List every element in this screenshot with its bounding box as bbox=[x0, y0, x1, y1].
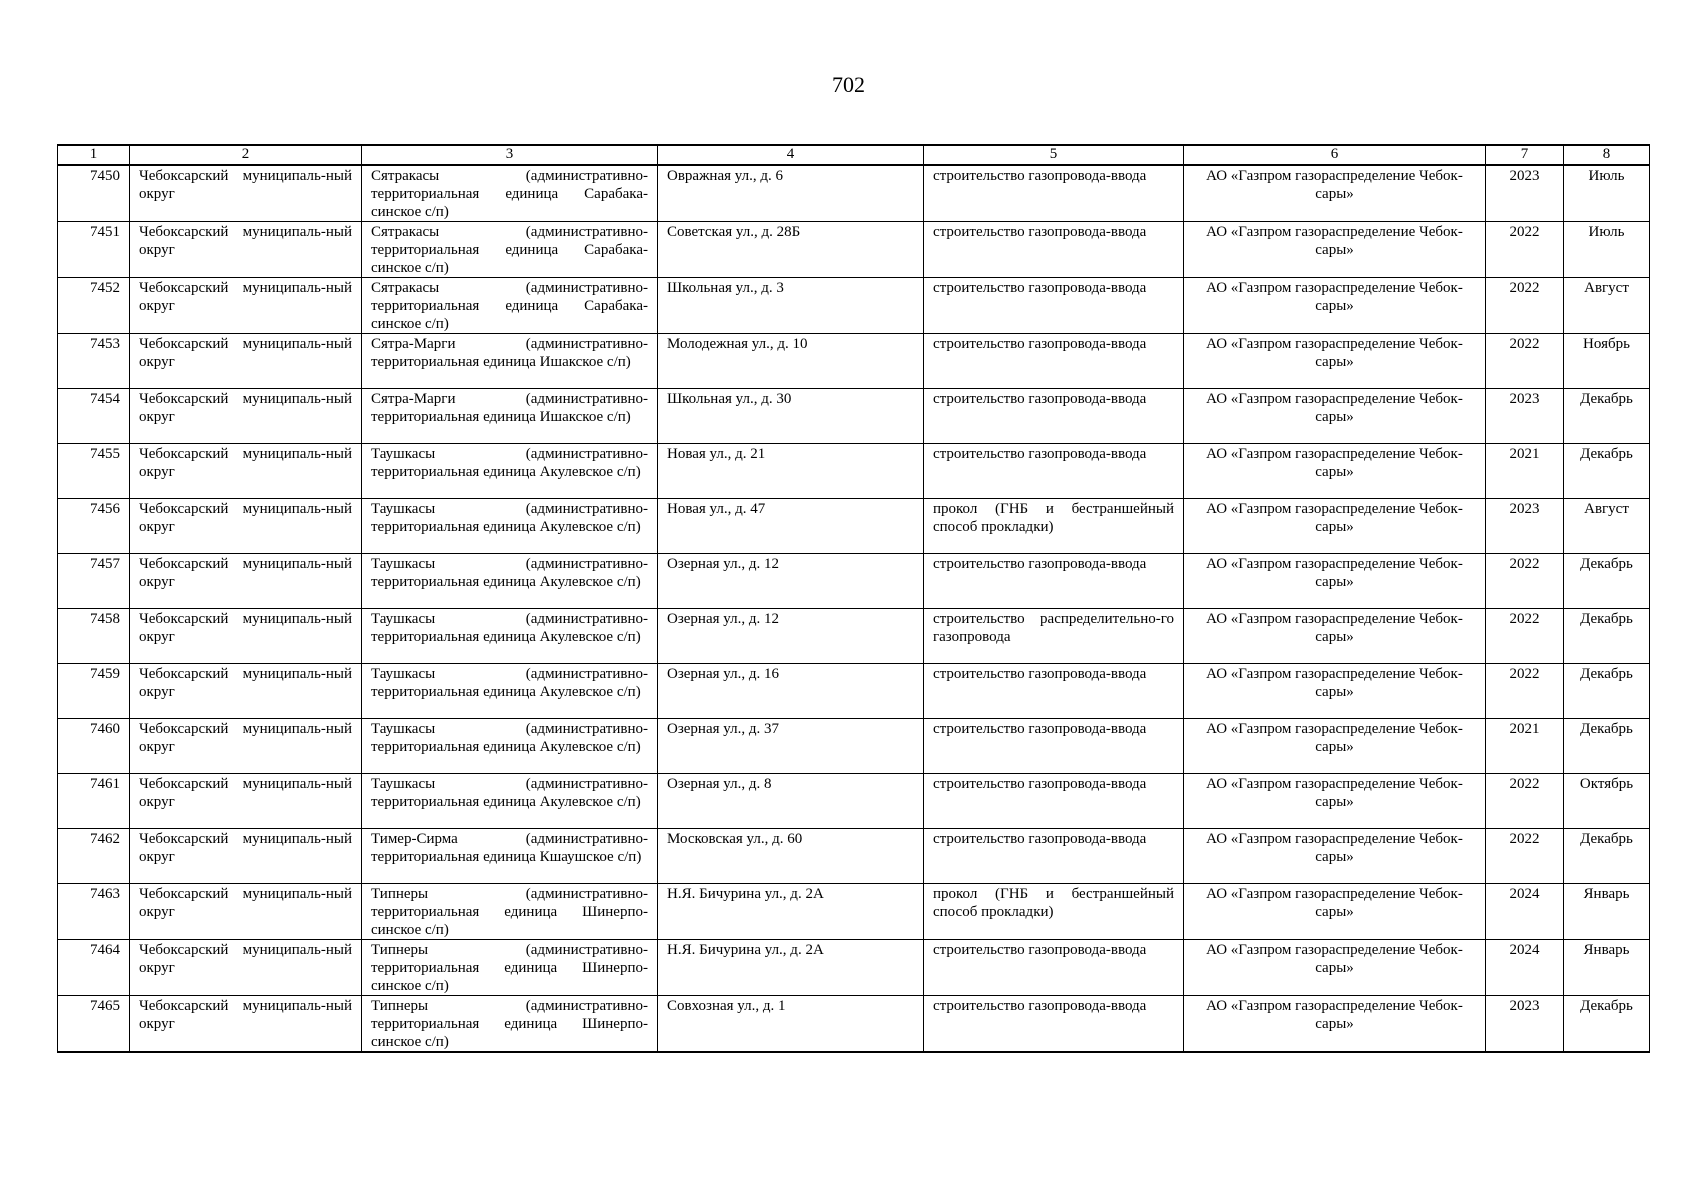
address-cell: Озерная ул., д. 12 bbox=[658, 554, 924, 609]
year-cell: 2022 bbox=[1486, 829, 1564, 884]
settlement-cell: Таушкасы (административно-территориальная единица Акулевское с/п) bbox=[362, 499, 658, 554]
organization-cell: АО «Газпром газораспределение Чебок-сары» bbox=[1184, 334, 1486, 389]
address-cell: Озерная ул., д. 16 bbox=[658, 664, 924, 719]
settlement-cell: Типнеры (административно-территориальная единица Шинерпо-синское с/п) bbox=[362, 940, 658, 996]
district-cell: Чебоксарский муниципаль-ный округ bbox=[130, 719, 362, 774]
address-cell: Школьная ул., д. 30 bbox=[658, 389, 924, 444]
row-number-cell: 7460 bbox=[58, 719, 130, 774]
month-cell: Декабрь bbox=[1564, 389, 1650, 444]
row-number-cell: 7454 bbox=[58, 389, 130, 444]
table-row bbox=[58, 222, 1650, 278]
table-row bbox=[58, 719, 1650, 774]
organization-cell: АО «Газпром газораспределение Чебок-сары» bbox=[1184, 389, 1486, 444]
address-cell: Новая ул., д. 47 bbox=[658, 499, 924, 554]
month-cell: Декабрь bbox=[1564, 444, 1650, 499]
month-cell: Ноябрь bbox=[1564, 334, 1650, 389]
table-row bbox=[58, 334, 1650, 389]
work-type-cell: строительство газопровода-ввода bbox=[924, 278, 1184, 334]
month-cell: Январь bbox=[1564, 884, 1650, 940]
table-row bbox=[58, 884, 1650, 940]
year-cell: 2024 bbox=[1486, 940, 1564, 996]
address-cell: Молодежная ул., д. 10 bbox=[658, 334, 924, 389]
row-number-cell: 7450 bbox=[58, 165, 130, 222]
work-type-cell: строительство газопровода-ввода bbox=[924, 664, 1184, 719]
header-row bbox=[58, 145, 1650, 165]
row-number-cell: 7457 bbox=[58, 554, 130, 609]
table-body bbox=[58, 165, 1650, 1052]
work-type-cell: строительство газопровода-ввода bbox=[924, 774, 1184, 829]
column-header: 7 bbox=[1486, 145, 1564, 165]
month-cell: Декабрь bbox=[1564, 996, 1650, 1053]
month-cell: Декабрь bbox=[1564, 554, 1650, 609]
settlement-cell: Сятракасы (административно-территориальная единица Сарабака-синское с/п) bbox=[362, 222, 658, 278]
year-cell: 2022 bbox=[1486, 609, 1564, 664]
table-row bbox=[58, 389, 1650, 444]
row-number-cell: 7456 bbox=[58, 499, 130, 554]
year-cell: 2023 bbox=[1486, 499, 1564, 554]
district-cell: Чебоксарский муниципаль-ный округ bbox=[130, 664, 362, 719]
district-cell: Чебоксарский муниципаль-ный округ bbox=[130, 499, 362, 554]
settlement-cell: Типнеры (административно-территориальная единица Шинерпо-синское с/п) bbox=[362, 884, 658, 940]
column-header: 6 bbox=[1184, 145, 1486, 165]
table-row bbox=[58, 609, 1650, 664]
row-number-cell: 7453 bbox=[58, 334, 130, 389]
row-number-cell: 7455 bbox=[58, 444, 130, 499]
month-cell: Декабрь bbox=[1564, 609, 1650, 664]
year-cell: 2022 bbox=[1486, 334, 1564, 389]
address-cell: Н.Я. Бичурина ул., д. 2А bbox=[658, 884, 924, 940]
organization-cell: АО «Газпром газораспределение Чебок-сары» bbox=[1184, 165, 1486, 222]
year-cell: 2024 bbox=[1486, 884, 1564, 940]
address-cell: Озерная ул., д. 37 bbox=[658, 719, 924, 774]
address-cell: Озерная ул., д. 12 bbox=[658, 609, 924, 664]
row-number-cell: 7461 bbox=[58, 774, 130, 829]
work-type-cell: строительство газопровода-ввода bbox=[924, 222, 1184, 278]
organization-cell: АО «Газпром газораспределение Чебок-сары» bbox=[1184, 774, 1486, 829]
district-cell: Чебоксарский муниципаль-ный округ bbox=[130, 222, 362, 278]
organization-cell: АО «Газпром газораспределение Чебок-сары» bbox=[1184, 444, 1486, 499]
district-cell: Чебоксарский муниципаль-ный округ bbox=[130, 334, 362, 389]
organization-cell: АО «Газпром газораспределение Чебок-сары» bbox=[1184, 884, 1486, 940]
table-row bbox=[58, 278, 1650, 334]
month-cell: Август bbox=[1564, 499, 1650, 554]
address-cell: Озерная ул., д. 8 bbox=[658, 774, 924, 829]
address-cell: Н.Я. Бичурина ул., д. 2А bbox=[658, 940, 924, 996]
district-cell: Чебоксарский муниципаль-ный округ bbox=[130, 884, 362, 940]
district-cell: Чебоксарский муниципаль-ный округ bbox=[130, 554, 362, 609]
organization-cell: АО «Газпром газораспределение Чебок-сары» bbox=[1184, 499, 1486, 554]
work-type-cell: прокол (ГНБ и бестраншейный способ прокладки) bbox=[924, 884, 1184, 940]
column-header: 5 bbox=[924, 145, 1184, 165]
work-type-cell: строительство газопровода-ввода bbox=[924, 940, 1184, 996]
data-table bbox=[57, 144, 1650, 1053]
year-cell: 2022 bbox=[1486, 278, 1564, 334]
organization-cell: АО «Газпром газораспределение Чебок-сары» bbox=[1184, 664, 1486, 719]
month-cell: Октябрь bbox=[1564, 774, 1650, 829]
work-type-cell: строительство газопровода-ввода bbox=[924, 389, 1184, 444]
work-type-cell: строительство газопровода-ввода bbox=[924, 444, 1184, 499]
district-cell: Чебоксарский муниципаль-ный округ bbox=[130, 774, 362, 829]
column-header: 1 bbox=[58, 145, 130, 165]
column-header: 4 bbox=[658, 145, 924, 165]
address-cell: Советская ул., д. 28Б bbox=[658, 222, 924, 278]
work-type-cell: строительство газопровода-ввода bbox=[924, 996, 1184, 1053]
work-type-cell: строительство газопровода-ввода bbox=[924, 554, 1184, 609]
month-cell: Декабрь bbox=[1564, 829, 1650, 884]
settlement-cell: Таушкасы (административно-территориальная единица Акулевское с/п) bbox=[362, 609, 658, 664]
column-header: 2 bbox=[130, 145, 362, 165]
district-cell: Чебоксарский муниципаль-ный округ bbox=[130, 829, 362, 884]
page-number: 702 bbox=[832, 72, 865, 97]
organization-cell: АО «Газпром газораспределение Чебок-сары» bbox=[1184, 554, 1486, 609]
row-number-cell: 7464 bbox=[58, 940, 130, 996]
table-row bbox=[58, 940, 1650, 996]
work-type-cell: строительство газопровода-ввода bbox=[924, 829, 1184, 884]
month-cell: Август bbox=[1564, 278, 1650, 334]
column-header: 8 bbox=[1564, 145, 1650, 165]
year-cell: 2023 bbox=[1486, 389, 1564, 444]
month-cell: Декабрь bbox=[1564, 719, 1650, 774]
table-row bbox=[58, 829, 1650, 884]
settlement-cell: Типнеры (административно-территориальная единица Шинерпо-синское с/п) bbox=[362, 996, 658, 1053]
settlement-cell: Таушкасы (административно-территориальная единица Акулевское с/п) bbox=[362, 554, 658, 609]
month-cell: Июль bbox=[1564, 222, 1650, 278]
address-cell: Новая ул., д. 21 bbox=[658, 444, 924, 499]
year-cell: 2023 bbox=[1486, 165, 1564, 222]
address-cell: Овражная ул., д. 6 bbox=[658, 165, 924, 222]
table-row bbox=[58, 554, 1650, 609]
row-number-cell: 7458 bbox=[58, 609, 130, 664]
row-number-cell: 7451 bbox=[58, 222, 130, 278]
organization-cell: АО «Газпром газораспределение Чебок-сары» bbox=[1184, 829, 1486, 884]
table-row bbox=[58, 499, 1650, 554]
year-cell: 2022 bbox=[1486, 554, 1564, 609]
row-number-cell: 7459 bbox=[58, 664, 130, 719]
organization-cell: АО «Газпром газораспределение Чебок-сары» bbox=[1184, 278, 1486, 334]
settlement-cell: Сятра-Марги (административно-территориальная единица Ишакское с/п) bbox=[362, 389, 658, 444]
organization-cell: АО «Газпром газораспределение Чебок-сары» bbox=[1184, 719, 1486, 774]
year-cell: 2023 bbox=[1486, 996, 1564, 1053]
address-cell: Школьная ул., д. 3 bbox=[658, 278, 924, 334]
table-row bbox=[58, 165, 1650, 222]
settlement-cell: Таушкасы (административно-территориальная единица Акулевское с/п) bbox=[362, 774, 658, 829]
month-cell: Июль bbox=[1564, 165, 1650, 222]
organization-cell: АО «Газпром газораспределение Чебок-сары» bbox=[1184, 996, 1486, 1053]
month-cell: Январь bbox=[1564, 940, 1650, 996]
settlement-cell: Сятракасы (административно-территориальная единица Сарабака-синское с/п) bbox=[362, 165, 658, 222]
column-header: 3 bbox=[362, 145, 658, 165]
table-row bbox=[58, 996, 1650, 1053]
address-cell: Совхозная ул., д. 1 bbox=[658, 996, 924, 1053]
table-row bbox=[58, 774, 1650, 829]
year-cell: 2022 bbox=[1486, 222, 1564, 278]
year-cell: 2021 bbox=[1486, 719, 1564, 774]
district-cell: Чебоксарский муниципаль-ный округ bbox=[130, 444, 362, 499]
row-number-cell: 7462 bbox=[58, 829, 130, 884]
month-cell: Декабрь bbox=[1564, 664, 1650, 719]
settlement-cell: Таушкасы (административно-территориальная единица Акулевское с/п) bbox=[362, 719, 658, 774]
work-type-cell: прокол (ГНБ и бестраншейный способ прокладки) bbox=[924, 499, 1184, 554]
row-number-cell: 7452 bbox=[58, 278, 130, 334]
settlement-cell: Таушкасы (административно-территориальная единица Акулевское с/п) bbox=[362, 444, 658, 499]
district-cell: Чебоксарский муниципаль-ный округ bbox=[130, 165, 362, 222]
settlement-cell: Сятракасы (административно-территориальная единица Сарабака-синское с/п) bbox=[362, 278, 658, 334]
year-cell: 2021 bbox=[1486, 444, 1564, 499]
district-cell: Чебоксарский муниципаль-ный округ bbox=[130, 940, 362, 996]
row-number-cell: 7463 bbox=[58, 884, 130, 940]
work-type-cell: строительство газопровода-ввода bbox=[924, 334, 1184, 389]
organization-cell: АО «Газпром газораспределение Чебок-сары» bbox=[1184, 940, 1486, 996]
year-cell: 2022 bbox=[1486, 664, 1564, 719]
year-cell: 2022 bbox=[1486, 774, 1564, 829]
row-number-cell: 7465 bbox=[58, 996, 130, 1053]
address-cell: Московская ул., д. 60 bbox=[658, 829, 924, 884]
table-row bbox=[58, 444, 1650, 499]
organization-cell: АО «Газпром газораспределение Чебок-сары» bbox=[1184, 222, 1486, 278]
district-cell: Чебоксарский муниципаль-ный округ bbox=[130, 278, 362, 334]
work-type-cell: строительство газопровода-ввода bbox=[924, 719, 1184, 774]
work-type-cell: строительство газопровода-ввода bbox=[924, 165, 1184, 222]
table-row bbox=[58, 664, 1650, 719]
district-cell: Чебоксарский муниципаль-ный округ bbox=[130, 996, 362, 1053]
settlement-cell: Сятра-Марги (административно-территориальная единица Ишакское с/п) bbox=[362, 334, 658, 389]
organization-cell: АО «Газпром газораспределение Чебок-сары» bbox=[1184, 609, 1486, 664]
work-type-cell: строительство распределительно-го газопровода bbox=[924, 609, 1184, 664]
district-cell: Чебоксарский муниципаль-ный округ bbox=[130, 389, 362, 444]
settlement-cell: Таушкасы (административно-территориальная единица Акулевское с/п) bbox=[362, 664, 658, 719]
settlement-cell: Тимер-Сирма (административно-территориальная единица Кшаушское с/п) bbox=[362, 829, 658, 884]
district-cell: Чебоксарский муниципаль-ный округ bbox=[130, 609, 362, 664]
